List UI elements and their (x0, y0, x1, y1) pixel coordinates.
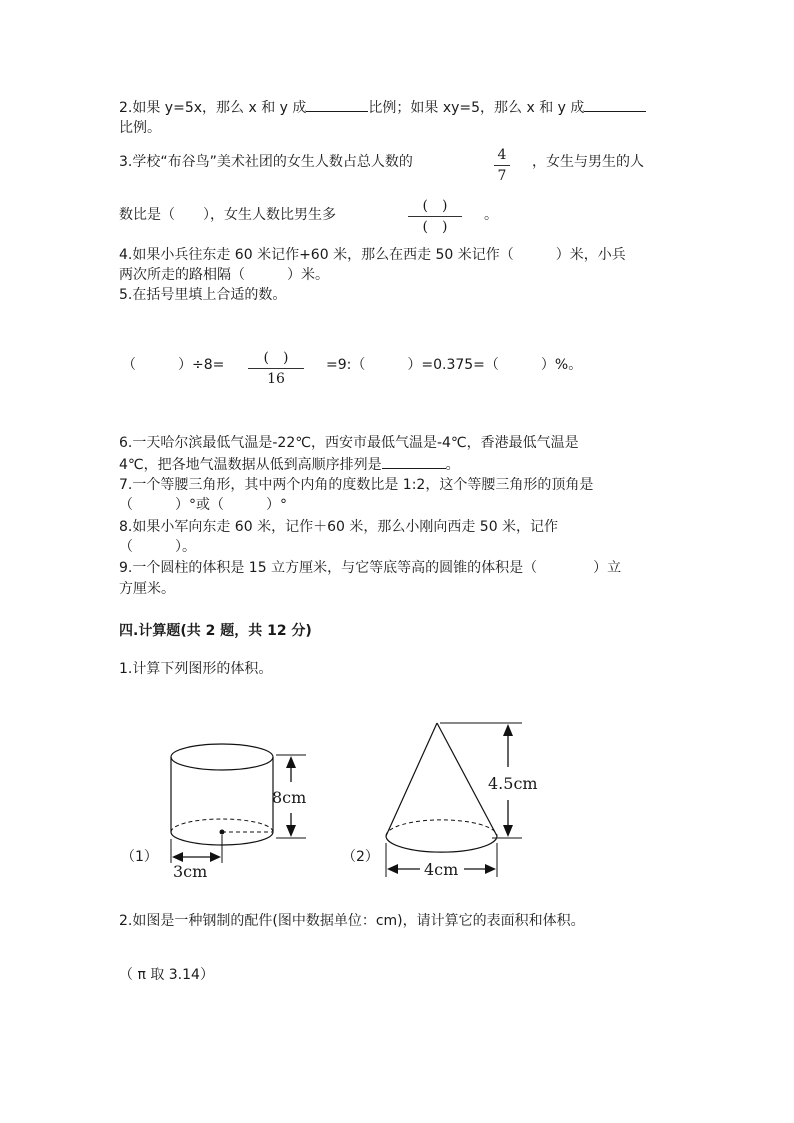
question-8-line-2: （ ）。 (119, 539, 196, 555)
question-2-line-2: 比例。 (119, 120, 161, 136)
cylinder-radius-label: 3cm (173, 862, 208, 881)
fraction-over-16[interactable]: ( ) 16 (248, 349, 304, 388)
question-3-line-1-end: ，女生与男生的人 (532, 154, 644, 170)
cylinder-height-label: 8cm (272, 788, 307, 807)
question-5-right: =9:（ ）=0.375=（ ）%。 (326, 357, 583, 373)
fraction-blank[interactable]: ( ) ( ) (408, 197, 462, 236)
question-3-line-2: 数比是（ ），女生人数比男生多 (119, 207, 336, 223)
section-heading: 四.计算题(共 2 题，共 12 分) (119, 623, 312, 639)
answer-blank[interactable] (306, 98, 368, 112)
question-2-line-1: 2.如果 y=5x，那么 x 和 y 成 比例；如果 xy=5，那么 x 和 y 成 (119, 98, 646, 117)
question-6-line-2: 4℃，把各地气温数据从低到高顺序排列是 。 (119, 457, 460, 473)
fraction-four-sevenths: 4 7 (494, 146, 510, 185)
question-8-line-1: 8.如果小军向东走 60 米，记作＋60 米，那么小刚向西走 50 米，记作 (119, 519, 559, 535)
question-5-left: （ ）÷8= (122, 357, 225, 373)
answer-blank[interactable] (382, 455, 446, 469)
question-4-line-2: 两次所走的路相隔（ ）米。 (119, 267, 329, 283)
question-4-line-1: 4.如果小兵往东走 60 米记作+60 米，那么在西走 50 米记作（ ）米，小兵 (119, 247, 626, 263)
question-6-line-1: 6.一天哈尔滨最低气温是-22℃，西安市最低气温是-4℃，香港最低气温是 (119, 435, 579, 451)
question-9-line-1: 9.一个圆柱的体积是 15 立方厘米，与它等底等高的圆锥的体积是（ ）立 (119, 560, 622, 576)
question-7-line-2: （ ）°或（ ）° (119, 497, 287, 513)
question-9-line-2: 方厘米。 (119, 581, 175, 597)
section4-question-2: 2.如图是一种钢制的配件(图中数据单位：cm)，请计算它的表面积和体积。 (119, 913, 585, 929)
cone-height-label: 4.5cm (488, 774, 538, 793)
question-5-title: 5.在括号里填上合适的数。 (119, 287, 287, 303)
figure-2-label: （2） (342, 849, 379, 865)
figure-1-label: （1） (121, 849, 158, 865)
section4-question-1: 1.计算下列图形的体积。 (119, 661, 273, 677)
answer-blank[interactable] (584, 98, 646, 112)
question-3-line-1: 3.学校“布谷鸟”美术社团的女生人数占总人数的 (119, 154, 413, 170)
pi-note: （ π 取 3.14） (119, 967, 214, 983)
cone-diameter-label: 4cm (424, 860, 459, 879)
question-7-line-1: 7.一个等腰三角形，其中两个内角的度数比是 1:2，这个等腰三角形的顶角是 (119, 477, 594, 493)
